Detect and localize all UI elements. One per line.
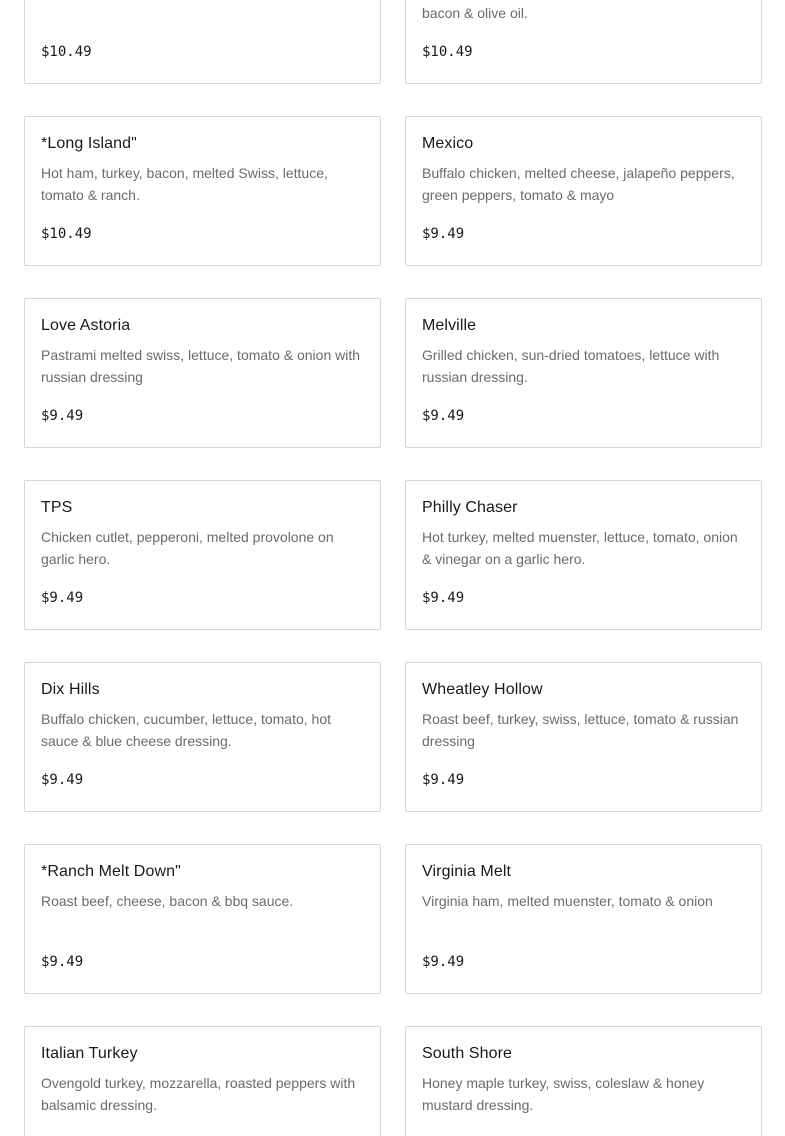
menu-item-card[interactable] xyxy=(24,844,381,994)
menu-item-description: Hot turkey, melted muenster, lettuce, tomato, onion & vinegar on a garlic hero. xyxy=(422,529,738,567)
menu-item-card[interactable] xyxy=(405,1026,762,1136)
menu-item-card[interactable] xyxy=(24,298,381,448)
menu-item-price: $9.49 xyxy=(41,590,84,606)
menu-item-price: $9.49 xyxy=(422,590,465,606)
menu-item-card[interactable] xyxy=(24,662,381,812)
menu-item-name: Virginia Melt xyxy=(422,863,512,880)
menu-item-card[interactable] xyxy=(405,844,762,994)
menu-item-price: $9.49 xyxy=(41,408,84,424)
menu-item-price: $9.49 xyxy=(422,226,465,242)
menu-item-name: Italian Turkey xyxy=(41,1045,138,1062)
menu-item-description: Honey maple turkey, swiss, coleslaw & honey mustard dressing. xyxy=(422,1075,705,1113)
menu-item-description: Buffalo chicken, melted cheese, jalapeño peppers, green peppers, tomato & mayo xyxy=(422,165,735,203)
menu-item-description: Virginia ham, melted muenster, tomato & onion xyxy=(422,893,713,909)
menu-item-card[interactable] xyxy=(24,1026,381,1136)
menu-item-name: South Shore xyxy=(422,1045,513,1062)
menu-item-card[interactable] xyxy=(24,0,381,84)
menu-item-price: $9.49 xyxy=(422,772,465,788)
menu-item-price: $9.49 xyxy=(41,772,84,788)
menu-item-name: TPS xyxy=(41,499,73,516)
menu-item-name: Philly Chaser xyxy=(422,499,518,516)
menu-item-description: Chicken cutlet, pepperoni, melted provolone on garlic hero. xyxy=(41,529,334,567)
menu-item-name: Mexico xyxy=(422,135,474,152)
menu-item-description: Roast beef, cheese, bacon & bbq sauce. xyxy=(41,893,294,909)
menu-item-price: $9.49 xyxy=(422,954,465,970)
menu-item-card[interactable] xyxy=(405,662,762,812)
menu-item-name: *Long Island" xyxy=(41,135,137,152)
menu-item-price: $10.49 xyxy=(41,226,92,242)
menu-item-description: Buffalo chicken, cucumber, lettuce, tomato, hot sauce & blue cheese dressing. xyxy=(41,711,332,749)
menu-item-card[interactable] xyxy=(405,0,762,84)
menu-item-card[interactable] xyxy=(24,116,381,266)
menu-item-description: Hot ham, turkey, bacon, melted Swiss, lettuce, tomato & ranch. xyxy=(41,165,328,203)
menu-item-card[interactable] xyxy=(405,480,762,630)
menu-item-description: Ovengold turkey, mozzarella, roasted peppers with balsamic dressing. xyxy=(41,1075,356,1113)
menu-item-card[interactable] xyxy=(405,298,762,448)
menu-item-card[interactable] xyxy=(24,480,381,630)
menu-item-name: Melville xyxy=(422,317,477,334)
menu-item-name: Dix Hills xyxy=(41,681,100,698)
menu-item-name: *Ranch Melt Down" xyxy=(41,863,181,880)
menu-item-description: Roast beef, turkey, swiss, lettuce, tomato & russian dressing xyxy=(422,711,739,749)
menu-item-name: Love Astoria xyxy=(41,317,131,334)
menu-item-price: $9.49 xyxy=(422,408,465,424)
menu-item-description: Pastrami melted swiss, lettuce, tomato & onion with russian dressing xyxy=(41,347,361,385)
menu-item-description: bacon & olive oil. xyxy=(422,5,528,21)
menu-item-card[interactable] xyxy=(405,116,762,266)
menu-item-name: Wheatley Hollow xyxy=(422,681,543,698)
menu-item-price: $9.49 xyxy=(41,954,84,970)
menu-item-description: Grilled chicken, sun-dried tomatoes, lettuce with russian dressing. xyxy=(422,347,720,385)
menu-item-price: $10.49 xyxy=(41,44,92,60)
menu-item-price: $10.49 xyxy=(422,44,473,60)
